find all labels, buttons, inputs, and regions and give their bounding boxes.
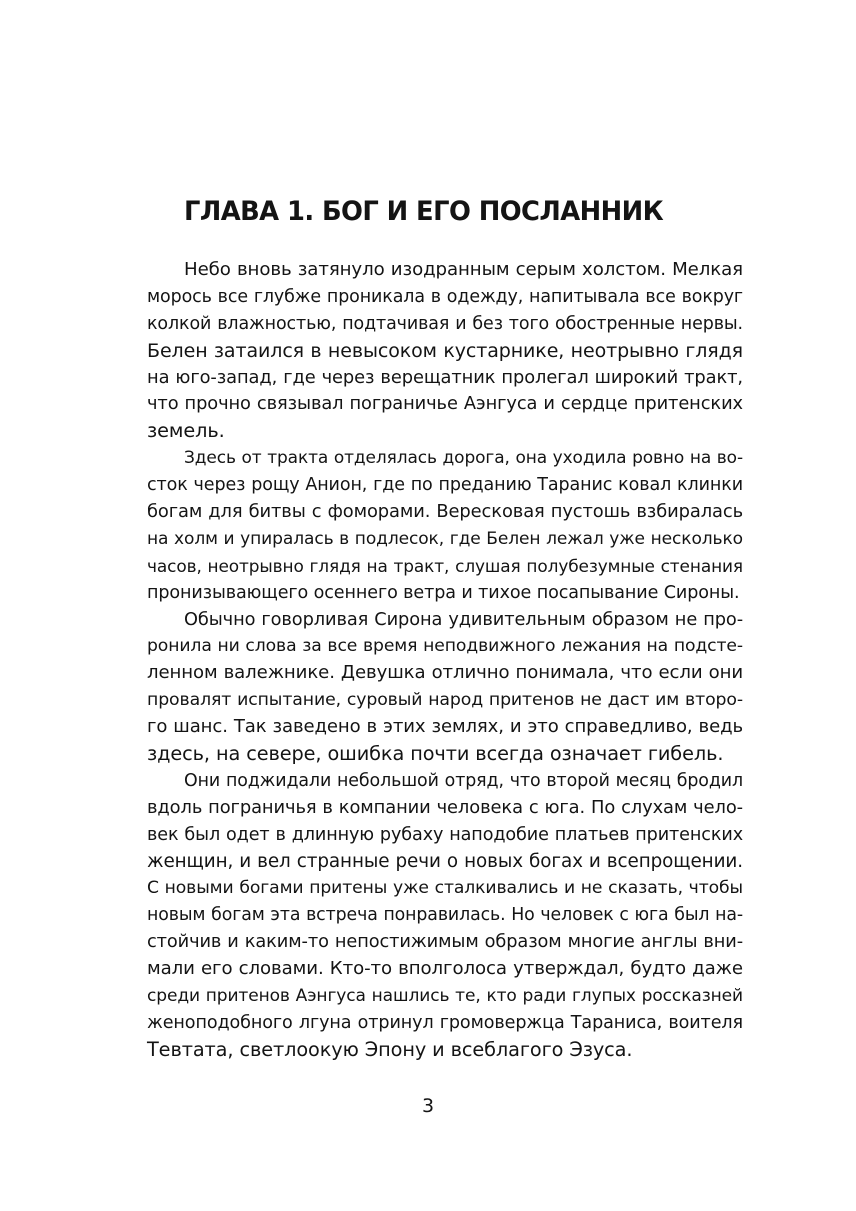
text-line: Белен затаился в невысоком кустарнике, неотрывно глядя	[147, 339, 743, 362]
text-line: Они поджидали небольшой отряд, что второй месяц бродил	[184, 770, 743, 791]
text-line: на холм и упиралась в подлесок, где Белен лежал уже несколько	[147, 528, 743, 549]
text-line: стойчив и каким-то непостижимым образом многие англы вни-	[147, 932, 743, 953]
paragraph	[147, 607, 743, 768]
text-line: мали его словами. Кто-то вполголоса утверждал, будто даже	[147, 958, 743, 980]
page-number: 3	[421, 1095, 435, 1117]
text-line: Тевтата, светлоокую Эпону и всеблагого Эзуса.	[147, 1037, 633, 1061]
text-line: женщин, и вел странные речи о новых богах и всепрощении.	[147, 850, 743, 872]
text-line: на юго-запад, где через верещатник пролегал широкий тракт,	[147, 366, 743, 388]
text-line: пронизывающего осеннего ветра и тихое посапывание Сироны.	[147, 582, 740, 603]
text-line: С новыми богами притены уже сталкивались и не сказать, чтобы	[147, 878, 743, 899]
text-line: часов, неотрывно глядя на тракт, слушая полубезумные стенания	[147, 555, 743, 576]
text-line: колкой влажностью, подтачивая и без того обостренные нервы.	[147, 313, 743, 334]
text-line: го шанс. Так заведено в этих землях, и это справедливо, ведь	[147, 716, 743, 738]
text-line: ленном валежнике. Девушка отлично понимала, что если они	[147, 662, 743, 684]
text-line: что прочно связывал пограничье Аэнгуса и сердце притенских	[147, 393, 743, 415]
text-line: провалят испытание, суровый народ притенов не даст им второ-	[147, 690, 743, 711]
text-line: сток через рощу Анион, где по преданию Таранис ковал клинки	[147, 475, 743, 496]
text-line: Здесь от тракта отделялась дорога, она уходила ровно на во-	[184, 448, 743, 469]
text-line: новым богам эта встреча понравилась. Но человек с юга был на-	[147, 905, 743, 926]
text-line: вдоль пограничья в компании человека с юга. По слухам чело-	[147, 796, 743, 818]
text-line: земель.	[147, 419, 225, 443]
text-line: женоподобного лгуна отринул громовержца Тараниса, воителя	[147, 1012, 743, 1033]
text-line: морось все глубже проникала в одежду, напитывала все вокруг	[147, 286, 743, 307]
text-line: Небо вновь затянуло изодранным серым холстом. Мелкая	[184, 259, 743, 280]
paragraph	[147, 257, 743, 445]
text-line: Обычно говорливая Сирона удивительным образом не про-	[184, 608, 743, 630]
body-text	[147, 257, 743, 1064]
paragraph	[147, 445, 743, 606]
text-line: ронила ни слова за все время неподвижного лежания на подсте-	[147, 636, 743, 657]
chapter-title: ГЛАВА 1. БОГ И ЕГО ПОСЛАННИК	[184, 196, 664, 227]
text-line: век был одет в длинную рубаху наподобие платьев притенских	[147, 824, 743, 845]
text-line: богам для битвы с фоморами. Вересковая пустошь взбиралась	[147, 501, 743, 523]
text-line: среди притенов Аэнгуса нашлись те, кто ради глупых россказней	[147, 986, 743, 1007]
paragraph	[147, 768, 743, 1064]
text-line: здесь, на севере, ошибка почти всегда означает гибель.	[147, 742, 724, 766]
